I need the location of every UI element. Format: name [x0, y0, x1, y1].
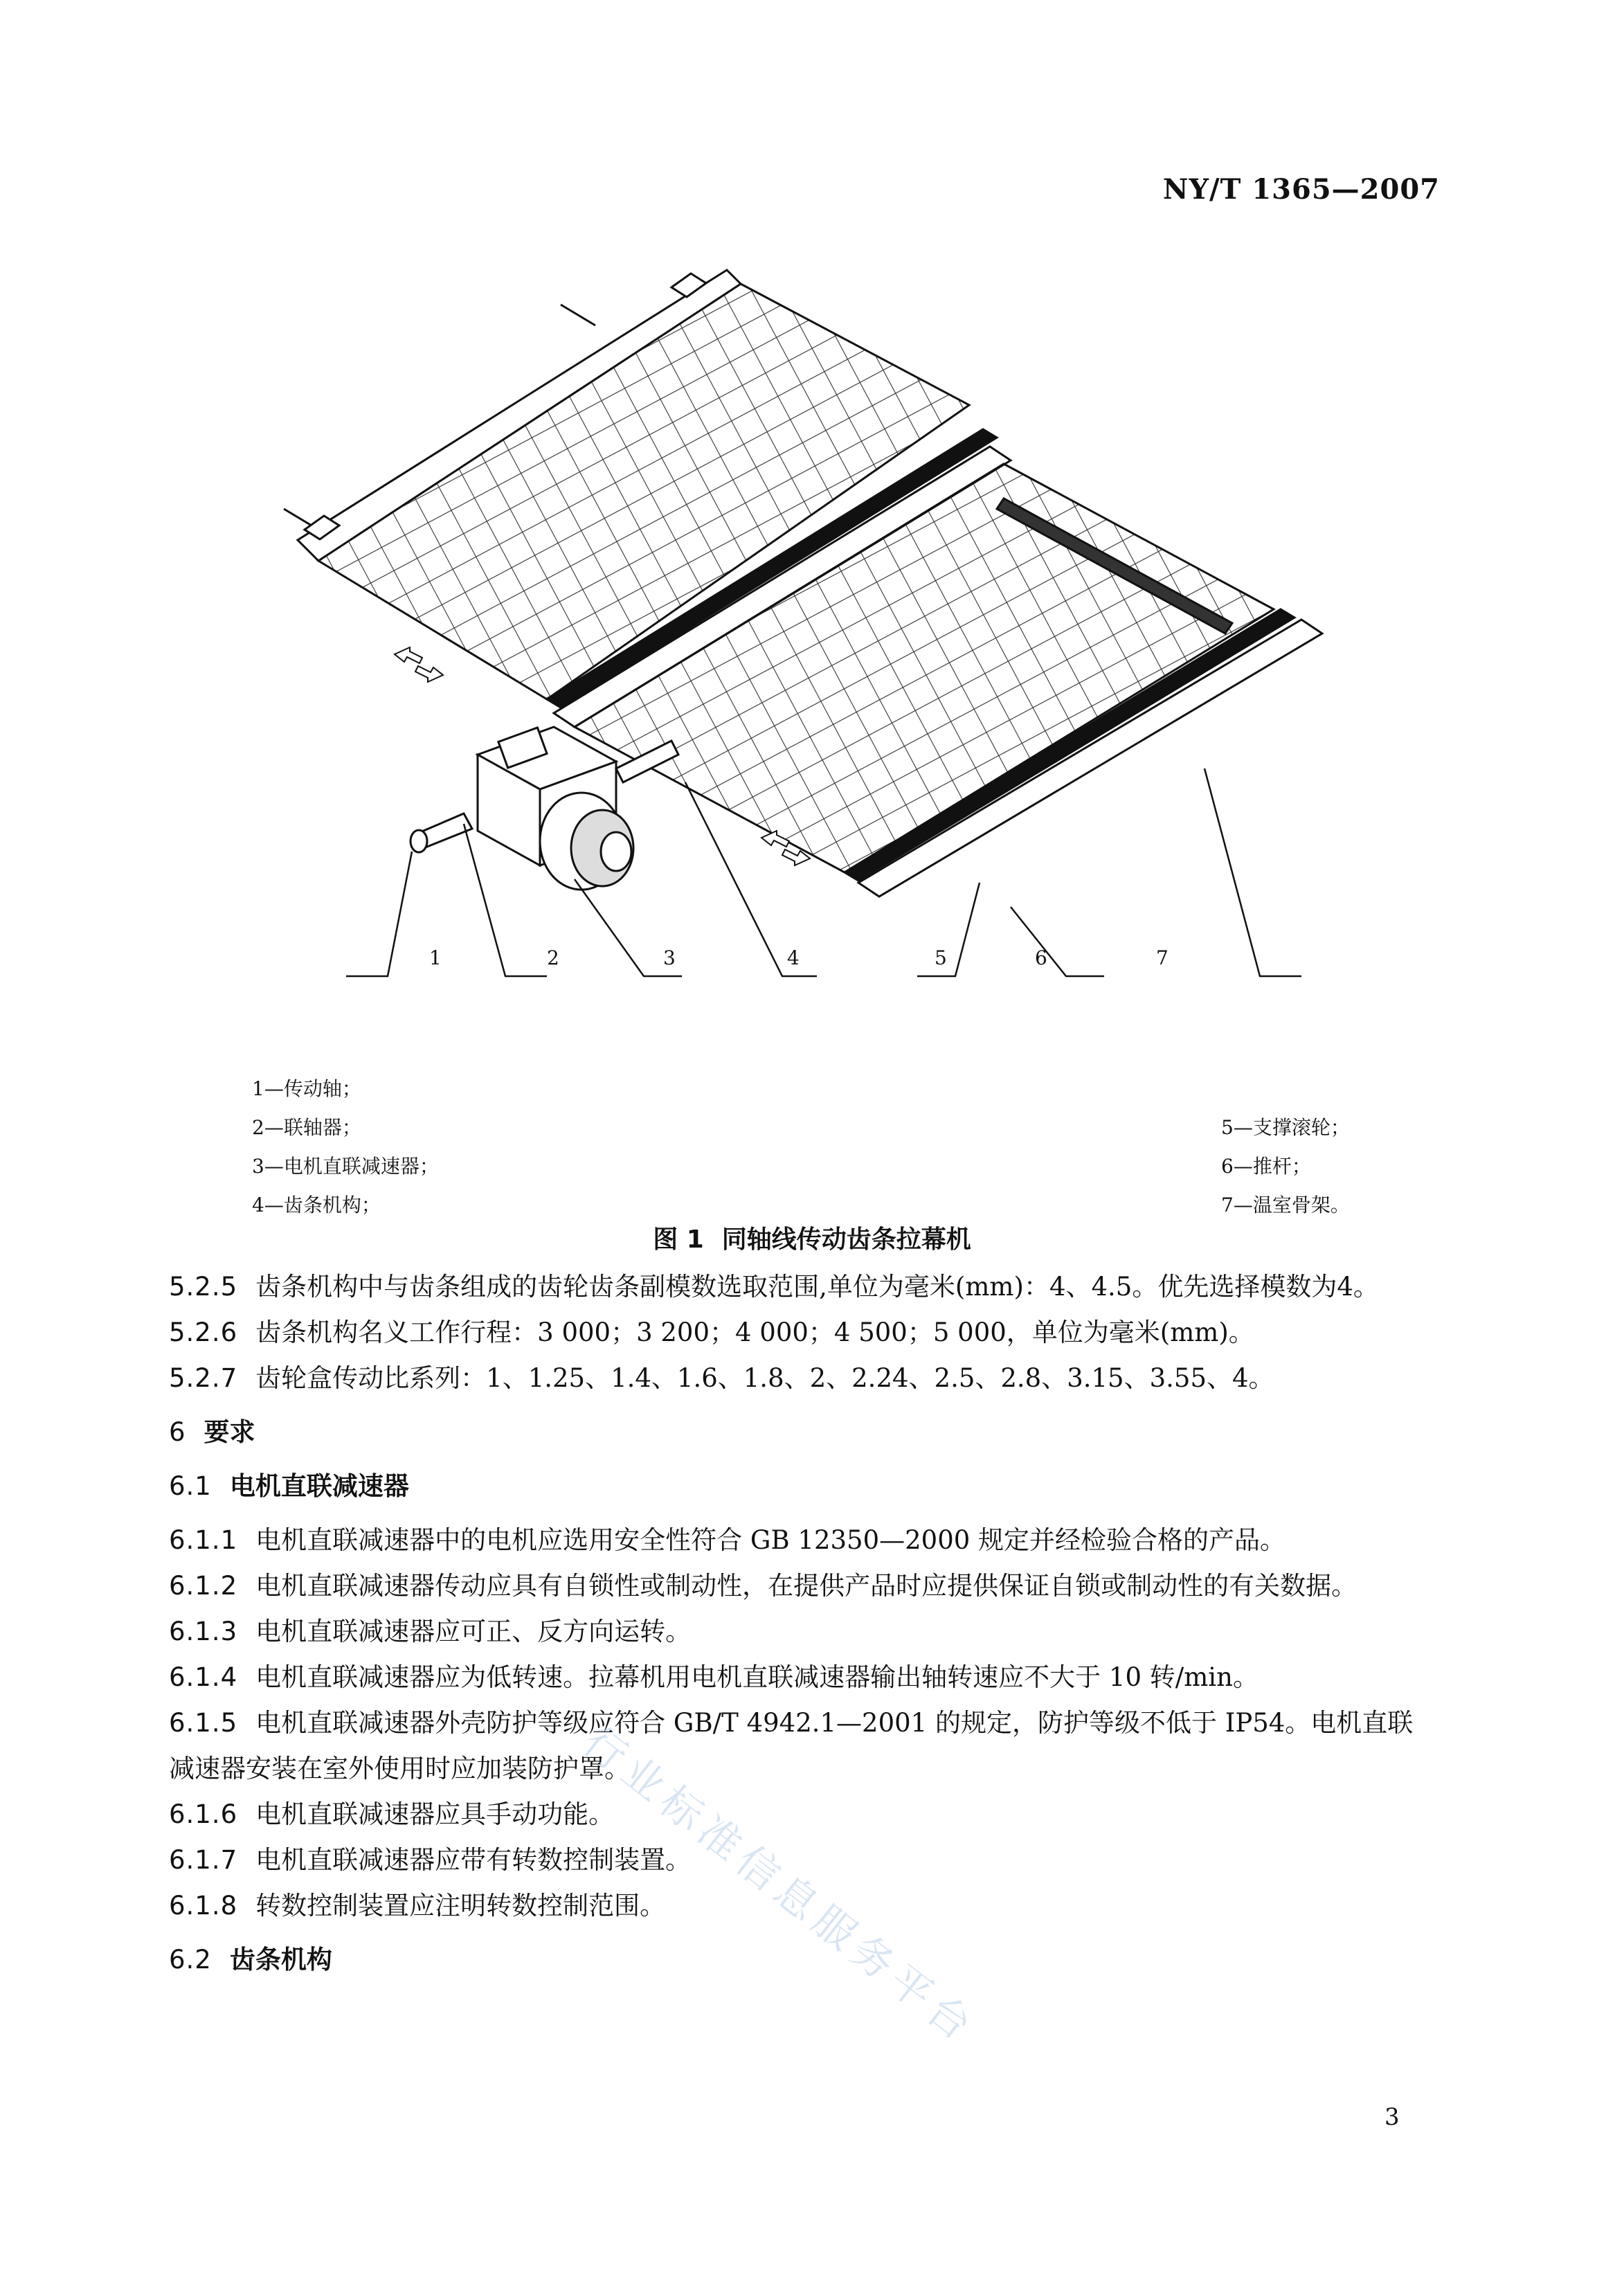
clause-6-1-5 — [169, 1700, 1436, 1792]
figure-caption-title: 同轴线传动齿条拉幕机 — [721, 1225, 971, 1254]
section-title: 要求 — [204, 1417, 255, 1447]
clause-text: 电机直联减速器应带有转数控制装置。 — [255, 1845, 692, 1875]
clause-text: 电机直联减速器中的电机应选用安全性符合 GB 12350—2000 规定并经检验合格的产品。 — [255, 1525, 1286, 1555]
watermark: 行业标准信息服务平台 — [573, 1717, 986, 2054]
page-number: 3 — [1384, 2103, 1400, 2131]
legend-item: 6—推杆； — [1221, 1155, 1311, 1178]
clause-text: 电机直联减速器传动应具有自锁性或制动性，在提供产品时应提供保证自锁或制动性的有关数据。 — [255, 1571, 1357, 1601]
clause-number: 5.2.7 — [169, 1363, 238, 1393]
clause-text: 电机直联减速器应可正、反方向运转。 — [255, 1617, 692, 1646]
standard-number: NY/T 1365—2007 — [1162, 173, 1440, 206]
rack-curtain-machine-figure — [256, 256, 1391, 1052]
clause-text: 电机直联减速器应具手动功能。 — [255, 1799, 615, 1829]
clause-6-1-3 — [169, 1609, 1436, 1655]
figure-legend-right — [1221, 1108, 1350, 1225]
section-title: 电机直联减速器 — [229, 1471, 409, 1501]
clause-6-1-4 — [169, 1655, 1436, 1700]
part-number-2: 2 — [547, 946, 559, 969]
part-number-1: 1 — [429, 946, 442, 969]
legend-item: 2—联轴器； — [252, 1116, 361, 1139]
clause-5-2-6 — [169, 1310, 1436, 1356]
section-number: 6.2 — [169, 1945, 212, 1975]
legend-item: 7—温室骨架。 — [1221, 1194, 1350, 1216]
section-heading-6 — [169, 1410, 1436, 1455]
section-number: 6.1 — [169, 1471, 212, 1501]
part-number-4: 4 — [787, 946, 800, 969]
figure-caption — [0, 1220, 1624, 1255]
clause-number: 6.1.1 — [169, 1525, 238, 1555]
clause-number: 6.1.5 — [169, 1708, 238, 1738]
clause-number: 6.1.6 — [169, 1799, 238, 1829]
clause-number: 6.1.7 — [169, 1845, 238, 1875]
figure-caption-label: 图 1 — [653, 1225, 704, 1254]
clause-text: 电机直联减速器外壳防护等级应符合 GB/T 4942.1—2001 的规定，防护等级不低于 IP54。电机直联减速器安装在室外使用时应加装防护罩。 — [169, 1708, 1414, 1783]
section-number: 6 — [169, 1417, 186, 1447]
clause-text: 齿轮盒传动比系列：1、1.25、1.4、1.6、1.8、2、2.24、2.5、2.8、3.15、3.55、4。 — [255, 1363, 1274, 1393]
part-number-6: 6 — [1035, 946, 1047, 969]
legend-item: 5—支撑滚轮； — [1221, 1116, 1350, 1139]
clause-6-1-2 — [169, 1563, 1436, 1609]
clause-number: 6.1.3 — [169, 1617, 238, 1646]
section-title: 齿条机构 — [229, 1945, 332, 1975]
legend-item: 1—传动轴； — [252, 1077, 361, 1100]
part-number-5: 5 — [935, 946, 947, 969]
figure-legend-left — [252, 1070, 439, 1225]
clause-6-1-6 — [169, 1792, 1436, 1837]
clause-5-2-5 — [169, 1264, 1436, 1310]
legend-item: 4—齿条机构； — [252, 1194, 381, 1216]
clause-number: 5.2.6 — [169, 1318, 238, 1347]
clause-text: 齿条机构名义工作行程：3 000；3 200；4 000；4 500；5 000，单位为毫米(mm)。 — [255, 1318, 1254, 1347]
clause-text: 电机直联减速器应为低转速。拉幕机用电机直联减速器输出轴转速应不大于 10 转/min。 — [255, 1662, 1258, 1692]
section-heading-6-2 — [169, 1937, 1436, 1983]
clause-number: 6.1.2 — [169, 1571, 238, 1601]
clause-number: 5.2.5 — [169, 1272, 238, 1302]
section-heading-6-1 — [169, 1464, 1436, 1509]
legend-item: 3—电机直联减速器； — [252, 1155, 439, 1178]
clause-number: 6.1.4 — [169, 1662, 238, 1692]
clause-text: 齿条机构中与齿条组成的齿轮齿条副模数选取范围,单位为毫米(mm)：4、4.5。优先选择模数为4。 — [255, 1272, 1379, 1302]
part-number-7: 7 — [1156, 946, 1169, 969]
clause-text: 转数控制装置应注明转数控制范围。 — [255, 1891, 666, 1921]
part-number-3: 3 — [663, 946, 676, 969]
clause-number: 6.1.8 — [169, 1891, 238, 1921]
clause-5-2-7 — [169, 1356, 1436, 1401]
clause-6-1-1 — [169, 1518, 1436, 1563]
